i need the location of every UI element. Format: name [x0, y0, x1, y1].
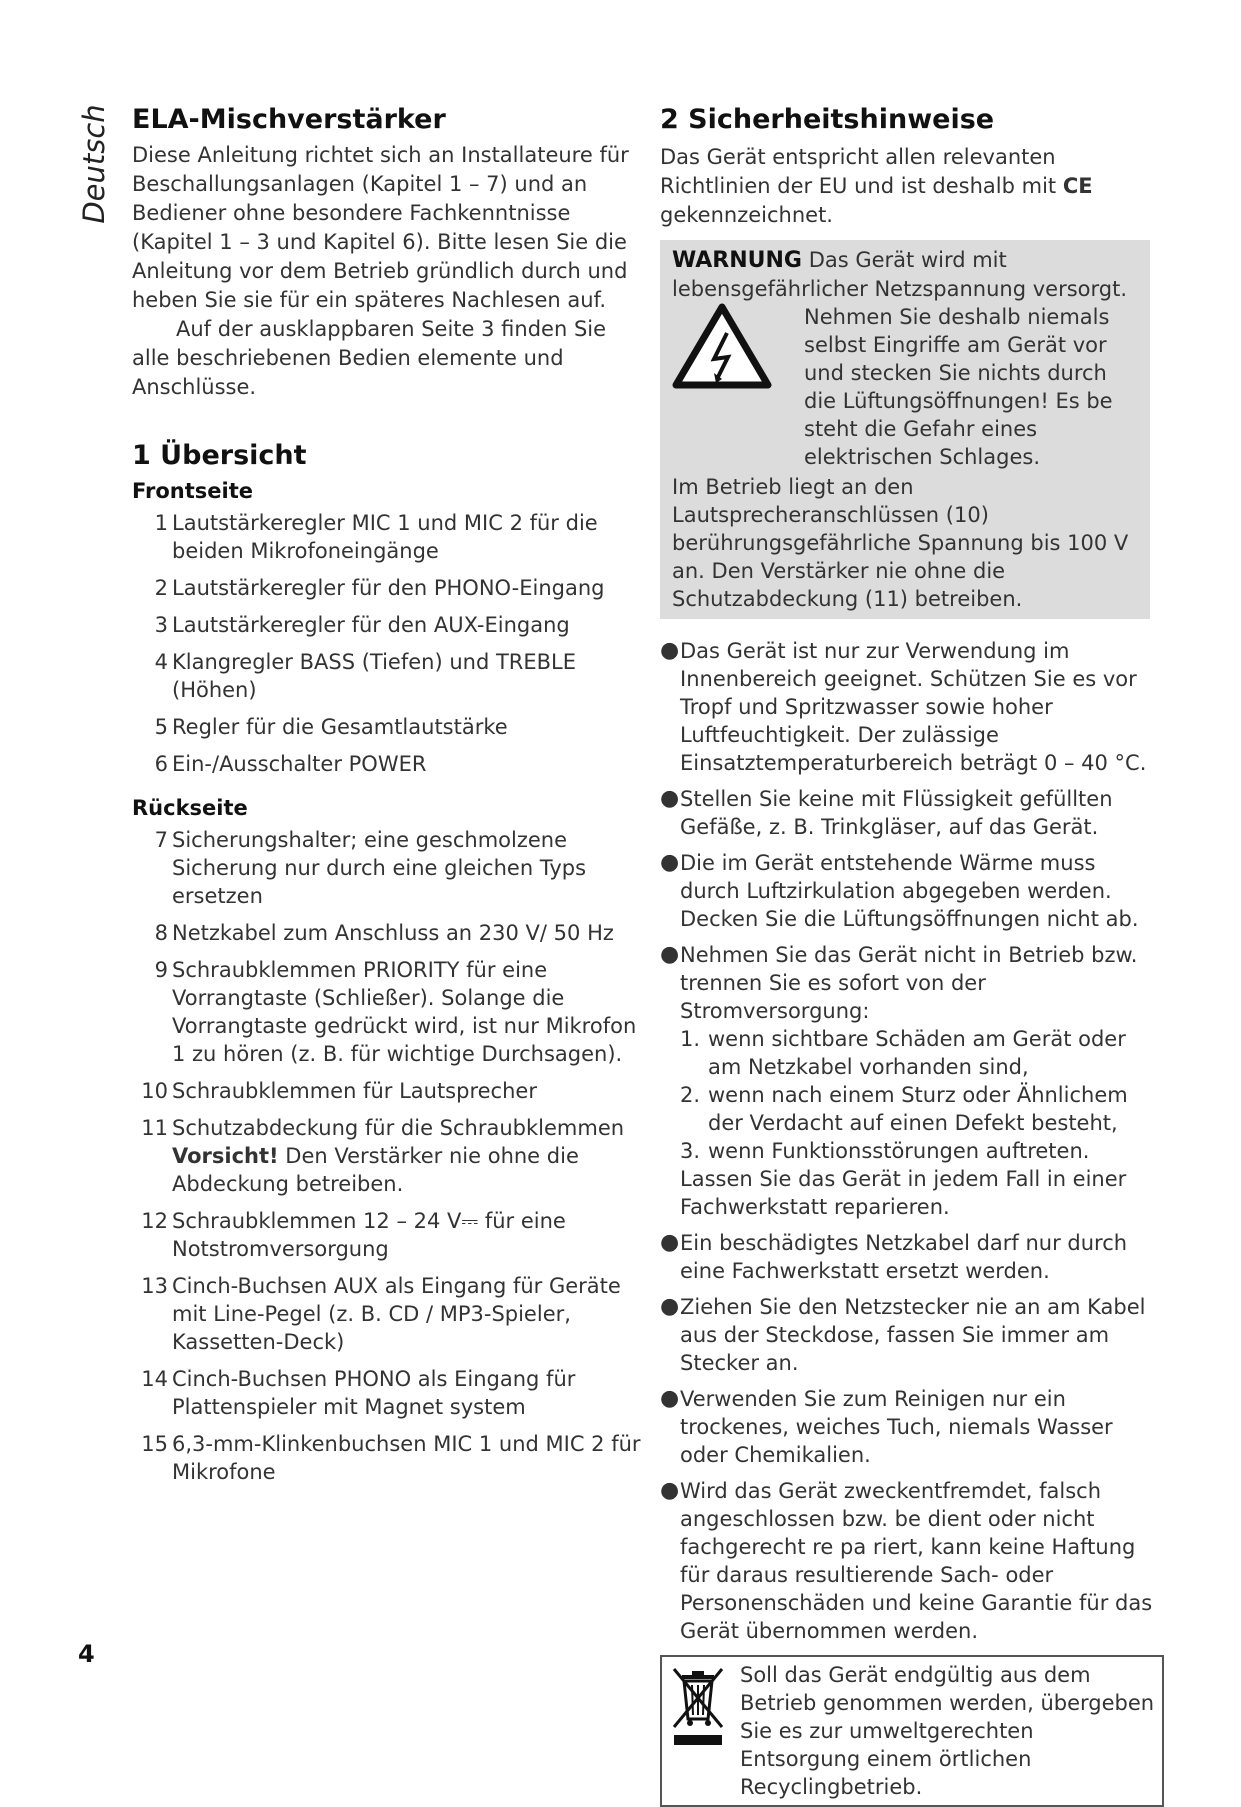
list-item: 5 Regler für die Gesamtlautstärke [154, 715, 508, 739]
list-item: 6 Ein-/Ausschalter POWER [154, 752, 427, 776]
list-item: ● Die im Gerät entstehende Wärme muss durch Luftzirkulation abgegeben werden. Decken Sie die Lüftungsöffnungen nicht ab. [660, 850, 1139, 931]
sublist-after: Lassen Sie das Gerät in jedem Fall in einer Fachwerkstatt reparieren. [680, 1167, 1127, 1219]
warning-box [660, 240, 1150, 619]
list-item: 1 Lautstärkeregler MIC 1 und MIC 2 für die beiden Mikrofoneingänge [154, 511, 598, 563]
rear-heading: Rückseite [132, 796, 248, 820]
page-number: 4 [78, 1640, 95, 1668]
side-language-text: Deutsch [77, 104, 111, 224]
crossed-bin-icon [668, 1661, 740, 1801]
ce-mark: CE [1062, 174, 1093, 198]
list-item: 4 Klangregler BASS (Tiefen) und TREBLE (Höhen) [154, 650, 577, 702]
list-item: 14 Cinch-Buchsen PHONO als Eingang für Plattenspieler mit Magnet system [141, 1367, 576, 1419]
warning-first-text: Das Gerät wird mit lebensgefährlicher Netzspannung versorgt. [672, 248, 1128, 301]
page-title: ELA-Mischverstärker [132, 104, 446, 135]
right-column [660, 104, 1160, 1807]
sublist-item: 1. wenn sichtbare Schäden am Gerät oder am Netzkabel vorhanden sind, [680, 1027, 1126, 1079]
disposal-text: Soll das Gerät endgültig aus dem Betrieb genommen werden, übergeben Sie es zur umweltgerechten Entsorgung einem örtlichen Recyclingbetrieb. [740, 1663, 1155, 1799]
high-voltage-warning-icon [672, 303, 804, 471]
list-item: 3 Lautstärkeregler für den AUX-Eingang [154, 613, 570, 637]
warning-label: WARNUNG [672, 248, 802, 273]
list-item: ● Das Gerät ist nur zur Verwendung im Innenbereich geeignet. Schützen Sie es vor Tropf und Spritzwasser sowie hoher Luftfeuchtigkeit. Der zulässige Einsatztemperaturbereich beträgt 0 – 40 °C. [660, 638, 1147, 775]
list-item: ● Ziehen Sie den Netzstecker nie an am Kabel aus der Steckdose, fassen Sie immer am Stecker an. [660, 1294, 1146, 1375]
list-item: 9 Schraubklemmen PRIORITY für eine Vorrangtaste (Schließer). Solange die Vorrangtaste gedrückt wird, ist nur Mikrofon 1 zu hören (z. B. für wichtige Durchsagen). [154, 958, 637, 1066]
sublist-item: 3. wenn Funktionsstörungen auftreten. [680, 1139, 1090, 1163]
list-item: 11 Schutzabdeckung für die Schraubklemmen Vorsicht! Den Verstärker nie ohne die Abdeckung betreiben. [141, 1116, 625, 1196]
list-item: 7 Sicherungshalter; eine geschmolzene Sicherung nur durch eine gleichen Typs ersetzen [154, 828, 587, 908]
section-2-title: 2 Sicherheitshinweise [660, 104, 995, 135]
front-heading: Frontseite [132, 479, 253, 503]
side-language-label [74, 104, 114, 224]
list-item: ● Stellen Sie keine mit Flüssigkeit gefüllten Gefäße, z. B. Trinkgläser, auf das Gerät. [660, 786, 1113, 839]
disposal-box [660, 1655, 1164, 1807]
list-item: ● Nehmen Sie das Gerät nicht in Betrieb bzw. trennen Sie es sofort von der Stromversorgung: 1. wenn sichtbare Schäden am Gerät oder am Netzkabel vorhanden sind, 2. wenn nach einem Sturz oder Ähnlichem der Verdacht auf einen Defekt besteht, 3. wenn Funktionsstörungen auftreten. Lassen Sie das Gerät in jedem Fall in einer Fachwerkstatt reparieren. [660, 941, 1160, 1221]
list-item: 10 Schraubklemmen für Lautsprecher [141, 1079, 537, 1103]
sublist [680, 1025, 1160, 1165]
list-item: ● Wird das Gerät zweckentfremdet, falsch angeschlossen bzw. be dient oder nicht fachgerecht re pa riert, kann keine Haftung für daraus resultierende Sach- oder Personenschäden und keine Garantie für das Gerät übernommen werden. [660, 1478, 1153, 1643]
intro-paragraph-2: Auf der ausklappbaren Seite 3 finden Sie alle beschriebenen Bedien elemente und Anschlüsse. [132, 317, 607, 399]
sublist-item: 2. wenn nach einem Sturz oder Ähnlichem der Verdacht auf einen Defekt besteht, [680, 1083, 1128, 1135]
list-item: ● Verwenden Sie zum Reinigen nur ein trockenes, weiches Tuch, niemals Wasser oder Chemikalien. [660, 1386, 1113, 1467]
ce-paragraph: Das Gerät entspricht allen relevanten Richtlinien der EU und ist deshalb mit CE gekennzeichnet. [660, 145, 1093, 227]
list-item: 12 Schraubklemmen 12 – 24 V⎓ für eine Notstromversorgung [141, 1209, 566, 1261]
list-item: 15 6,3-mm-Klinkenbuchsen MIC 1 und MIC 2 für Mikrofone [141, 1432, 641, 1484]
caution-label: Vorsicht! [172, 1144, 279, 1168]
list-item: ● Ein beschädigtes Netzkabel darf nur durch eine Fachwerkstatt ersetzt werden. [660, 1230, 1128, 1283]
intro-paragraph: Diese Anleitung richtet sich an Installateure für Beschallungsanlagen (Kapitel 1 – 7) und an Bediener ohne besondere Fachkenntnisse (Kapitel 1 – 3 und Kapitel 6). Bitte lesen Sie die Anleitung vor dem Betrieb gründlich durch und heben Sie sie für ein späteres Nachlesen auf. [132, 143, 629, 312]
warning-bottom-text: Im Betrieb liegt an den Lautsprecheranschlüssen (10) berührungsgefährliche Spannung bis 100 V an. Den Verstärker nie ohne die Schutzabdeckung (11) betreiben. [672, 475, 1129, 611]
list-item: 13 Cinch-Buchsen AUX als Eingang für Geräte mit Line-Pegel (z. B. CD / MP3-Spieler, Kassetten-Deck) [141, 1274, 621, 1354]
list-item: 2 Lautstärkeregler für den PHONO-Eingang [154, 576, 605, 600]
caution-text: Den Verstärker nie ohne die Abdeckung betreiben. [172, 1144, 579, 1196]
list-item: 8 Netzkabel zum Anschluss an 230 V/ 50 Hz [154, 921, 614, 945]
left-column [132, 104, 642, 1495]
section-1-title: 1 Übersicht [132, 440, 307, 471]
warning-inner-text: Nehmen Sie deshalb niemals selbst Eingriffe am Gerät vor und stecken Sie nichts durch die Lüftungsöffnungen! Es be steht die Gefahr eines elektrischen Schlages. [804, 305, 1113, 469]
